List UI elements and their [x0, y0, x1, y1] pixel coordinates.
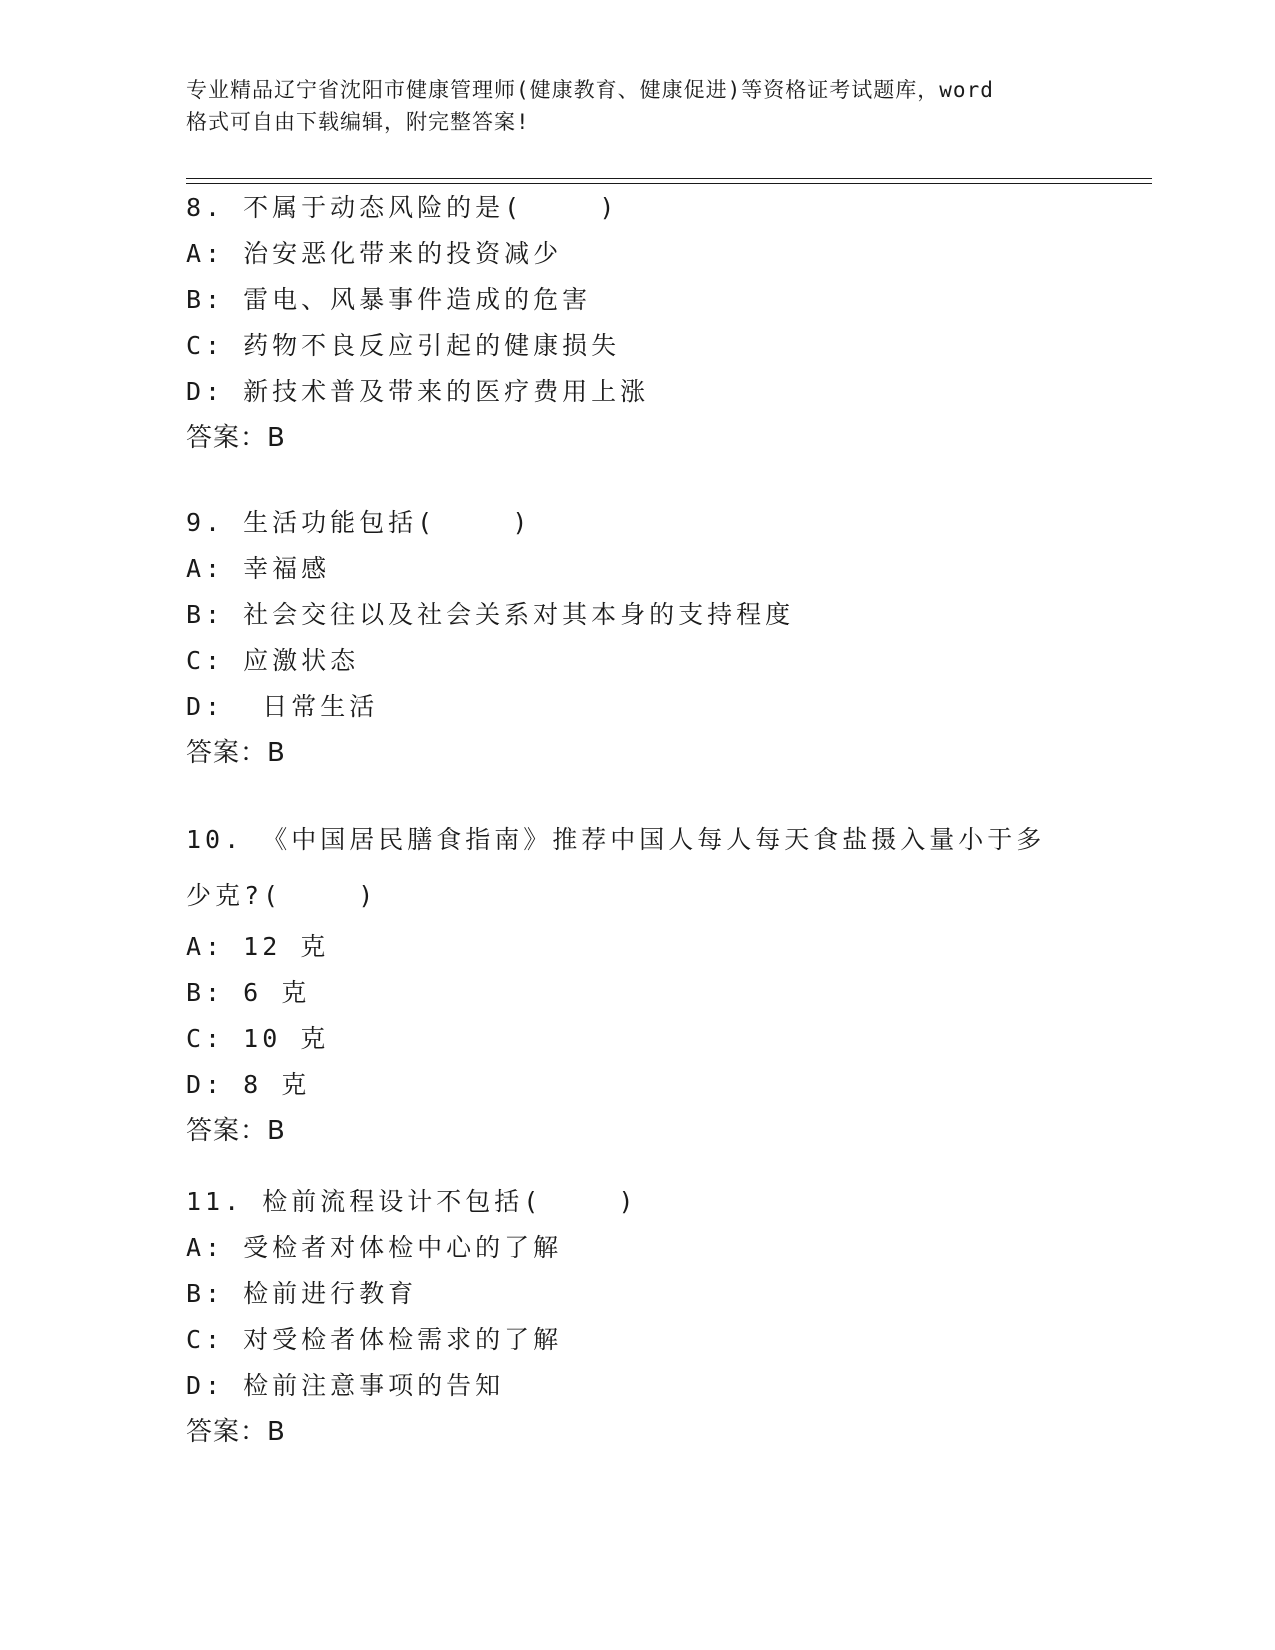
- option-c: C: 对受检者体检需求的了解: [186, 1325, 563, 1354]
- question-stem: 8. 不属于动态风险的是( ): [186, 193, 619, 222]
- question-9: [186, 500, 1086, 776]
- header-line-1: 专业精品辽宁省沈阳市健康管理师(健康教育、健康促进)等资格证考试题库，word: [186, 78, 994, 102]
- option-b: B: 6 克: [186, 978, 311, 1007]
- option-c: C: 10 克: [186, 1024, 330, 1053]
- option-a: A: 治安恶化带来的投资减少: [186, 239, 563, 268]
- header-divider-bottom: [186, 183, 1152, 184]
- option-c: C: 药物不良反应引起的健康损失: [186, 331, 621, 360]
- question-11: [186, 1179, 1086, 1455]
- option-c: C: 应激状态: [186, 646, 360, 675]
- option-a: A: 12 克: [186, 932, 330, 961]
- option-b: B: 社会交往以及社会关系对其本身的支持程度: [186, 600, 795, 629]
- question-stem: 11. 检前流程设计不包括( ): [186, 1187, 638, 1216]
- question-10: [186, 812, 1086, 1154]
- option-b: B: 检前进行教育: [186, 1279, 418, 1308]
- option-b: B: 雷电、风暴事件造成的危害: [186, 285, 592, 314]
- answer-label: 答案：B: [186, 1417, 286, 1447]
- question-8: [186, 185, 1086, 461]
- answer-label: 答案：B: [186, 738, 286, 768]
- option-d: D: 检前注意事项的告知: [186, 1371, 505, 1400]
- option-d: D: 日常生活: [186, 692, 379, 721]
- header-line-2: 格式可自由下载编辑，附完整答案!: [186, 110, 530, 134]
- option-a: A: 幸福感: [186, 554, 331, 583]
- option-d: D: 8 克: [186, 1070, 311, 1099]
- option-d: D: 新技术普及带来的医疗费用上涨: [186, 377, 650, 406]
- option-a: A: 受检者对体检中心的了解: [186, 1233, 563, 1262]
- question-stem: 9. 生活功能包括( ): [186, 508, 532, 537]
- answer-label: 答案：B: [186, 1116, 286, 1146]
- answer-label: 答案：B: [186, 423, 286, 453]
- document-header: [186, 74, 1106, 138]
- question-stem: 10. 《中国居民膳食指南》推荐中国人每人每天食盐摄入量小于多少克?( ): [186, 825, 1046, 910]
- header-divider-top: [186, 178, 1152, 179]
